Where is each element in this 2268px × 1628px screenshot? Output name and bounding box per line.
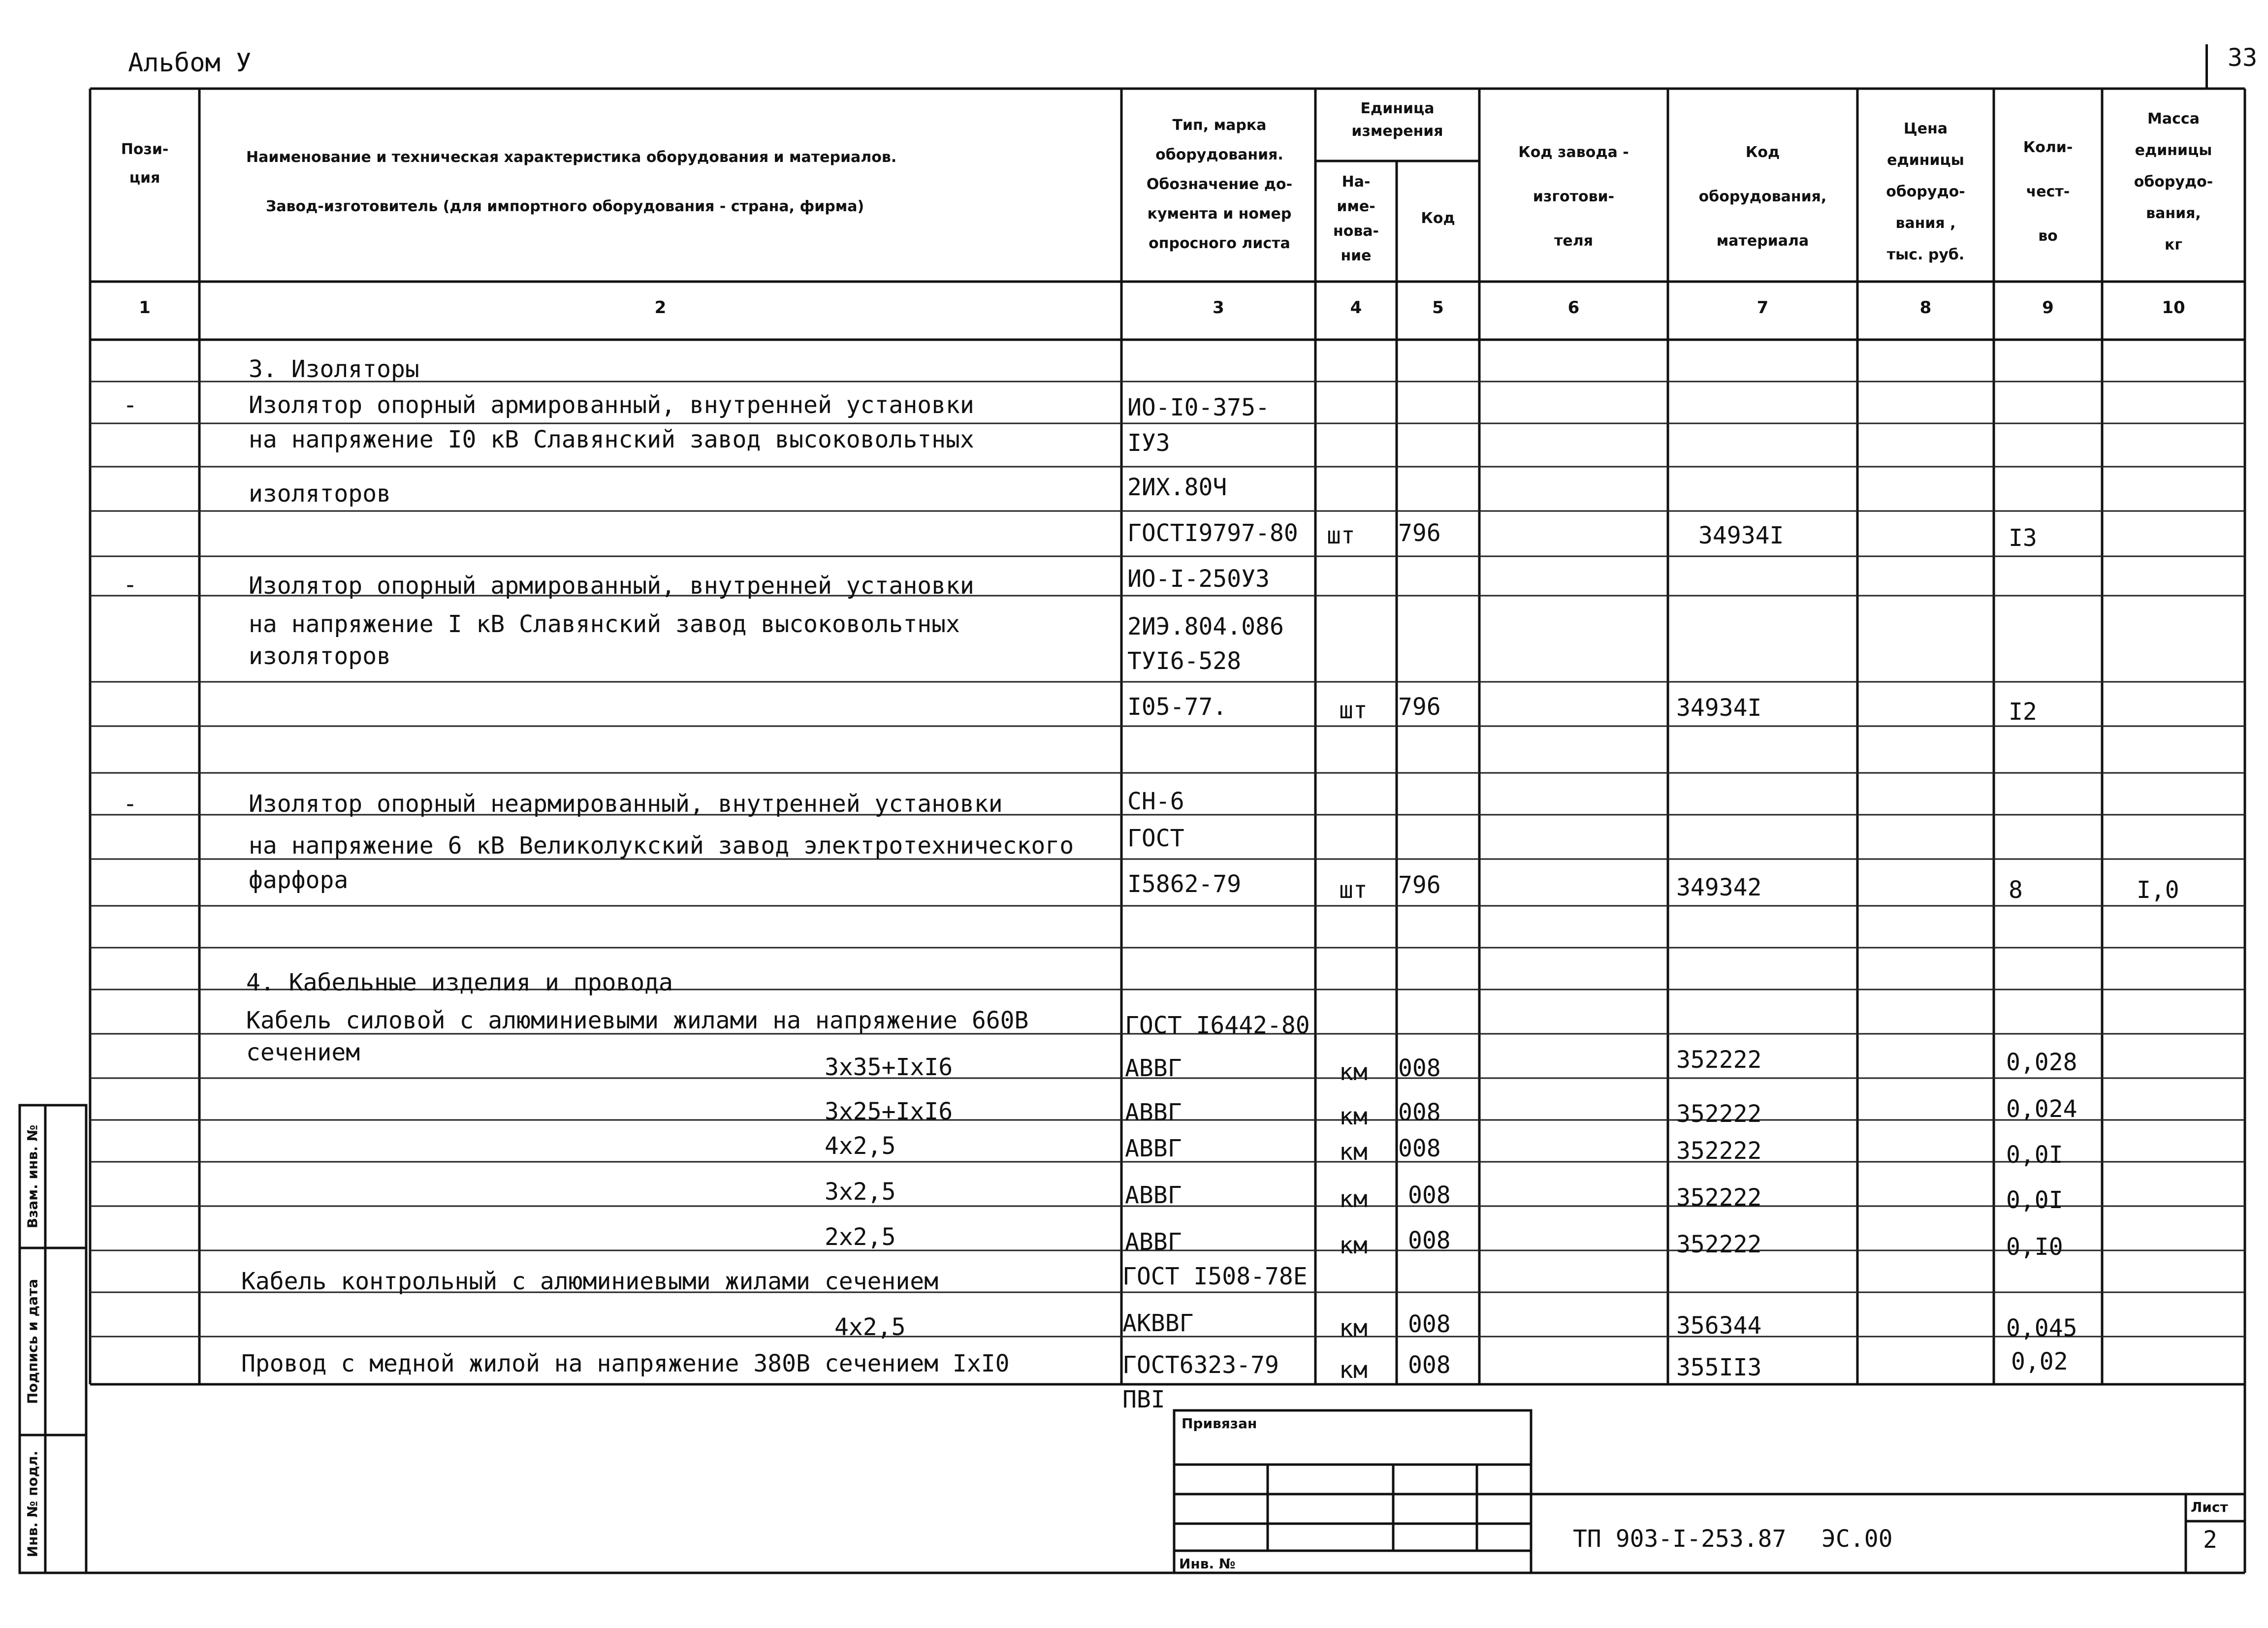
material-code: 352222 — [1676, 1100, 1762, 1128]
col-number: 8 — [1919, 298, 1932, 318]
document-code: ТП 903-I-253.87 — [1573, 1525, 1787, 1553]
col-number: 6 — [1567, 298, 1580, 318]
item-type: АВВГ — [1125, 1054, 1182, 1082]
item-name: Изолятор опорный армированный, внутренней установки — [249, 572, 974, 600]
header-quantity: Коли- чест- во — [2023, 139, 2073, 245]
position-dash: - — [123, 391, 137, 419]
item-type: 2ИХ.80Ч — [1127, 474, 1227, 501]
material-code: 349342 — [1676, 874, 1762, 901]
unit-name: км — [1339, 1103, 1368, 1130]
unit-code: 796 — [1398, 871, 1441, 899]
col-number: 4 — [1350, 298, 1362, 318]
col-number: 3 — [1213, 298, 1224, 318]
item-name: Кабель контрольный с алюминиевыми жилами сечением — [241, 1268, 939, 1295]
header-position: Пози- ция — [121, 141, 169, 187]
unit-name: шт — [1327, 522, 1355, 549]
unit-code: 008 — [1408, 1351, 1451, 1379]
stamp-signature-date: Подпись и дата — [24, 1278, 41, 1405]
unit-name: шт — [1339, 697, 1368, 724]
unit-code: 796 — [1398, 693, 1441, 721]
item-type: ПВI — [1122, 1386, 1165, 1413]
header-factory-code: Код завода - изготови- теля — [1518, 144, 1629, 250]
item-name: Изолятор опорный неармированный, внутренней установки — [249, 790, 1003, 818]
item-name: сечением — [246, 1039, 360, 1066]
unit-name: км — [1339, 1314, 1368, 1342]
unit-name: шт — [1339, 876, 1368, 904]
col-number: 5 — [1432, 298, 1444, 318]
item-type: I05-77. — [1127, 693, 1227, 721]
quantity: 0,I0 — [2006, 1233, 2063, 1261]
item-name: на напряжение I кВ Славянский завод высоковольтных — [249, 610, 960, 638]
item-type: ГОСТ6323-79 — [1122, 1351, 1279, 1379]
sheet-label: Лист — [2191, 1499, 2228, 1515]
header-equipment-code: Код оборудования, материала — [1698, 144, 1827, 250]
item-name: фарфора — [249, 866, 349, 894]
material-code: 352222 — [1676, 1184, 1762, 1212]
unit-code: 008 — [1408, 1181, 1451, 1209]
item-name: на напряжение 6 кВ Великолукский завод электротехнического — [249, 832, 1074, 860]
item-type: АКВВГ — [1122, 1309, 1194, 1337]
header-unit-code: Код — [1421, 210, 1455, 227]
item-type: ИО-I-250У3 — [1127, 565, 1270, 593]
unit-mass: I,0 — [2137, 876, 2179, 904]
quantity: 0,024 — [2006, 1095, 2077, 1123]
item-type: АВВГ — [1125, 1181, 1182, 1209]
quantity: 0,02 — [2011, 1348, 2068, 1375]
material-code: 34934I — [1698, 522, 1784, 549]
page-number: 33 — [2228, 43, 2258, 72]
unit-name: км — [1339, 1185, 1368, 1213]
stamp-replacement-inventory: Взам. инв. № — [24, 1124, 41, 1229]
unit-code: 008 — [1398, 1054, 1441, 1082]
item-name: Изолятор опорный армированный, внутренней установки — [249, 391, 974, 419]
inventory-label: Инв. № — [1179, 1556, 1236, 1572]
unit-name: км — [1339, 1138, 1368, 1166]
quantity: 0,045 — [2006, 1314, 2077, 1342]
sheet-number: 2 — [2203, 1526, 2217, 1554]
unit-name: км — [1339, 1058, 1368, 1086]
quantity: 8 — [2009, 876, 2023, 904]
header-unit-group: Единица измерения — [1351, 100, 1443, 140]
quantity: 0,0I — [2006, 1186, 2063, 1214]
item-type: ГОСТ — [1127, 825, 1184, 852]
position-dash: - — [123, 571, 137, 599]
item-name: изоляторов — [249, 642, 391, 670]
quantity: 0,0I — [2006, 1141, 2063, 1169]
header-name: Наименование и техническая характеристика оборудования и материалов. Завод-изготовитель (для импортного оборудования - страна, фирма) — [246, 149, 897, 215]
stamp-inventory-original: Инв. № подл. — [24, 1450, 41, 1558]
header-price: Цена единицы оборудо- вания , тыс. руб. — [1886, 120, 1965, 263]
unit-name: км — [1339, 1232, 1368, 1259]
material-code: 355II3 — [1676, 1354, 1762, 1381]
col-number: 7 — [1757, 298, 1769, 318]
item-type: 2ИЭ.804.086 — [1127, 613, 1284, 640]
position-dash: - — [123, 790, 137, 818]
section-heading: 3. Изоляторы — [249, 355, 419, 383]
document-suffix: ЭС.00 — [1821, 1525, 1893, 1553]
quantity: I2 — [2009, 698, 2037, 726]
unit-code: 008 — [1398, 1099, 1441, 1126]
item-type: ИО-I0-375- — [1127, 394, 1270, 421]
item-type: ГОСТI9797-80 — [1127, 519, 1298, 547]
item-type: АВВГ — [1125, 1099, 1182, 1126]
album-label: Альбом У — [128, 48, 252, 78]
material-code: 356344 — [1676, 1312, 1762, 1340]
item-type: I5862-79 — [1127, 870, 1242, 898]
cable-section: 3х25+IхI6 — [825, 1098, 953, 1125]
unit-name: км — [1339, 1356, 1368, 1384]
unit-code: 796 — [1398, 519, 1441, 547]
material-code: 352222 — [1676, 1137, 1762, 1165]
header-type: Тип, марка оборудования. Обозначение до- кумента и номер опросного листа — [1146, 117, 1293, 252]
bound-label: Привязан — [1182, 1415, 1257, 1432]
cable-section: 4х2,5 — [825, 1132, 896, 1160]
section-heading: 4. Кабельные изделия и провода — [246, 969, 673, 996]
unit-code: 008 — [1398, 1135, 1441, 1162]
cable-section: 3х35+IхI6 — [825, 1053, 953, 1081]
item-name: изоляторов — [249, 480, 391, 508]
unit-code: 008 — [1408, 1310, 1451, 1338]
item-type: АВВГ — [1125, 1135, 1182, 1162]
unit-code: 008 — [1408, 1227, 1451, 1254]
header-unit-name: На- име- нова- ние — [1333, 173, 1379, 264]
item-name: Провод с медной жилой на напряжение 380В сечением IхI0 — [241, 1350, 1010, 1377]
item-name: на напряжение I0 кВ Славянский завод высоковольтных — [249, 426, 974, 453]
item-type: ГОСТ I508-78Е — [1122, 1263, 1308, 1290]
col-number: 2 — [654, 298, 667, 318]
col-number: 1 — [139, 298, 151, 318]
quantity: I3 — [2009, 524, 2037, 552]
material-code: 352222 — [1676, 1046, 1762, 1074]
item-type: СН-6 — [1127, 788, 1184, 815]
header-mass: Масса единицы оборудо- вания, кг — [2134, 110, 2213, 254]
col-number: 10 — [2162, 298, 2185, 318]
material-code: 34934I — [1676, 694, 1762, 722]
item-type: ТУI6-528 — [1127, 647, 1242, 675]
cable-section: 3х2,5 — [825, 1178, 896, 1206]
material-code: 352222 — [1676, 1231, 1762, 1258]
item-name: Кабель силовой с алюминиевыми жилами на напряжение 660В — [246, 1007, 1029, 1034]
item-type: IУ3 — [1127, 429, 1170, 457]
col-number: 9 — [2042, 298, 2054, 318]
item-type: ГОСТ I6442-80 — [1125, 1012, 1310, 1039]
cable-section: 2х2,5 — [825, 1223, 896, 1251]
cable-section: 4х2,5 — [834, 1313, 906, 1341]
quantity: 0,028 — [2006, 1049, 2077, 1076]
item-type: АВВГ — [1125, 1228, 1182, 1256]
